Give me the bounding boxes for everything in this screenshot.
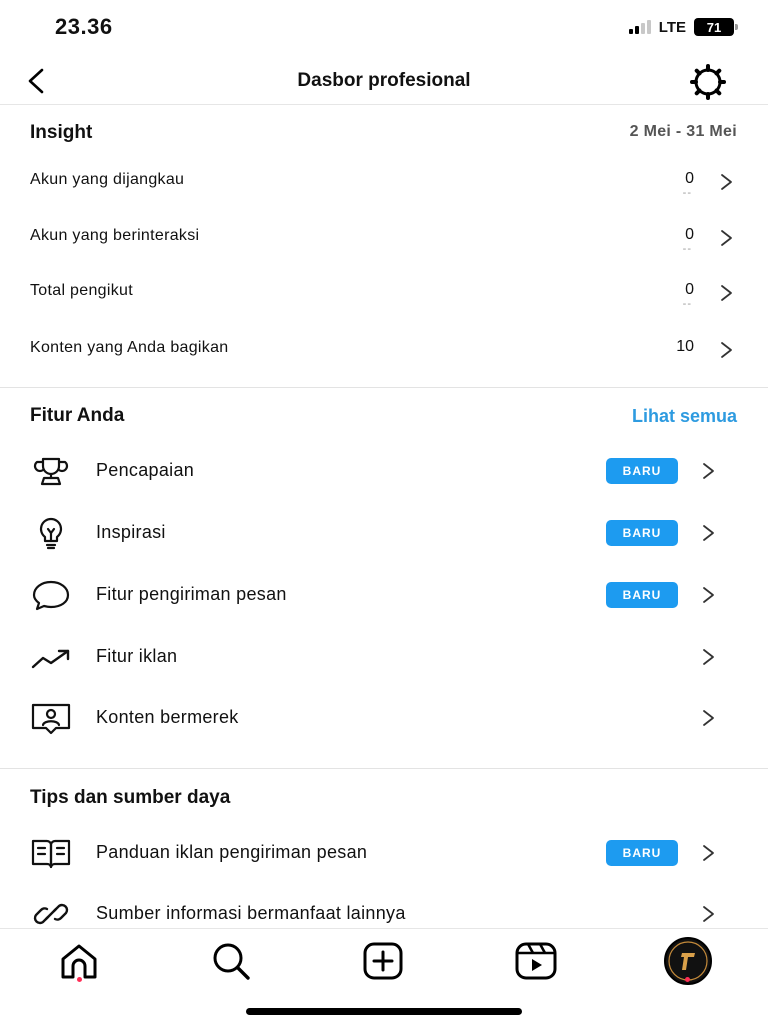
insight-row-engaged[interactable]	[0, 218, 768, 258]
row-change: --	[682, 187, 692, 199]
feature-item-achievements[interactable]	[0, 448, 768, 494]
home-indicator	[246, 1008, 522, 1015]
create-icon[interactable]	[361, 939, 405, 983]
chat-bubble-icon	[30, 578, 72, 612]
row-label: Total pengikut	[30, 282, 133, 299]
insight-title: Insight	[30, 122, 93, 143]
status-bar	[0, 0, 768, 56]
tips-item-messaging-ads-guide[interactable]	[0, 830, 768, 876]
network-label: LTE	[658, 18, 686, 36]
chevron-right-icon	[700, 585, 716, 605]
see-all-link[interactable]: Lihat semua	[631, 406, 737, 426]
battery-level: 71	[706, 19, 722, 35]
feature-label: Konten bermerek	[96, 707, 239, 727]
chevron-right-icon	[700, 843, 716, 863]
row-label: Akun yang dijangkau	[30, 171, 185, 188]
section-divider	[0, 387, 768, 388]
page-title: Dasbor profesional	[297, 70, 471, 91]
row-value: 0	[685, 170, 694, 187]
gear-icon[interactable]	[686, 64, 730, 100]
chevron-right-icon	[718, 172, 734, 192]
notification-dot	[685, 977, 690, 982]
chevron-right-icon	[700, 523, 716, 543]
tips-title: Tips dan sumber daya	[30, 787, 231, 808]
trophy-icon	[30, 454, 72, 488]
chevron-right-icon	[700, 708, 716, 728]
row-value: 0	[685, 281, 694, 298]
insight-row-reached[interactable]	[0, 162, 768, 202]
notification-dot	[77, 977, 82, 982]
link-icon	[30, 897, 72, 931]
insight-row-followers[interactable]	[0, 273, 768, 313]
new-badge: BARU	[606, 520, 678, 546]
feature-label: Pencapaian	[96, 460, 195, 480]
row-change: --	[682, 298, 692, 310]
battery-icon	[694, 18, 734, 36]
feature-label: Inspirasi	[96, 522, 166, 542]
branded-content-icon	[30, 701, 72, 735]
feature-item-branded-content[interactable]	[0, 695, 768, 741]
feature-label: Fitur iklan	[96, 646, 178, 666]
chevron-right-icon	[700, 461, 716, 481]
chevron-right-icon	[700, 647, 716, 667]
feature-item-ads[interactable]	[0, 634, 768, 680]
row-value: 10	[676, 338, 694, 355]
trending-up-icon	[30, 640, 72, 674]
chevron-right-icon	[718, 228, 734, 248]
feature-item-inspiration[interactable]	[0, 510, 768, 556]
section-divider	[0, 768, 768, 769]
feature-item-messaging[interactable]	[0, 572, 768, 618]
row-change: --	[682, 243, 692, 255]
signal-icon	[629, 20, 651, 34]
date-range[interactable]: 2 Mei - 31 Mei	[629, 123, 737, 140]
row-value: 0	[685, 226, 694, 243]
nav-bar	[0, 56, 768, 105]
status-indicators	[629, 18, 734, 36]
feature-label: Fitur pengiriman pesan	[96, 584, 287, 604]
tips-label: Panduan iklan pengiriman pesan	[96, 842, 368, 862]
open-book-icon	[30, 836, 72, 870]
new-badge: BARU	[606, 582, 678, 608]
lightbulb-icon	[30, 516, 72, 550]
chevron-right-icon	[718, 283, 734, 303]
tips-label: Sumber informasi bermanfaat lainnya	[96, 903, 406, 923]
new-badge: BARU	[606, 458, 678, 484]
chevron-right-icon	[718, 340, 734, 360]
reels-icon[interactable]	[514, 939, 558, 983]
insight-row-content-shared[interactable]	[0, 330, 768, 370]
new-badge: BARU	[606, 840, 678, 866]
row-label: Konten yang Anda bagikan	[30, 339, 229, 356]
search-icon[interactable]	[209, 939, 253, 983]
row-label: Akun yang berinteraksi	[30, 227, 200, 244]
status-time: 23.36	[55, 14, 113, 39]
features-title: Fitur Anda	[30, 405, 125, 426]
chevron-right-icon	[700, 904, 716, 924]
